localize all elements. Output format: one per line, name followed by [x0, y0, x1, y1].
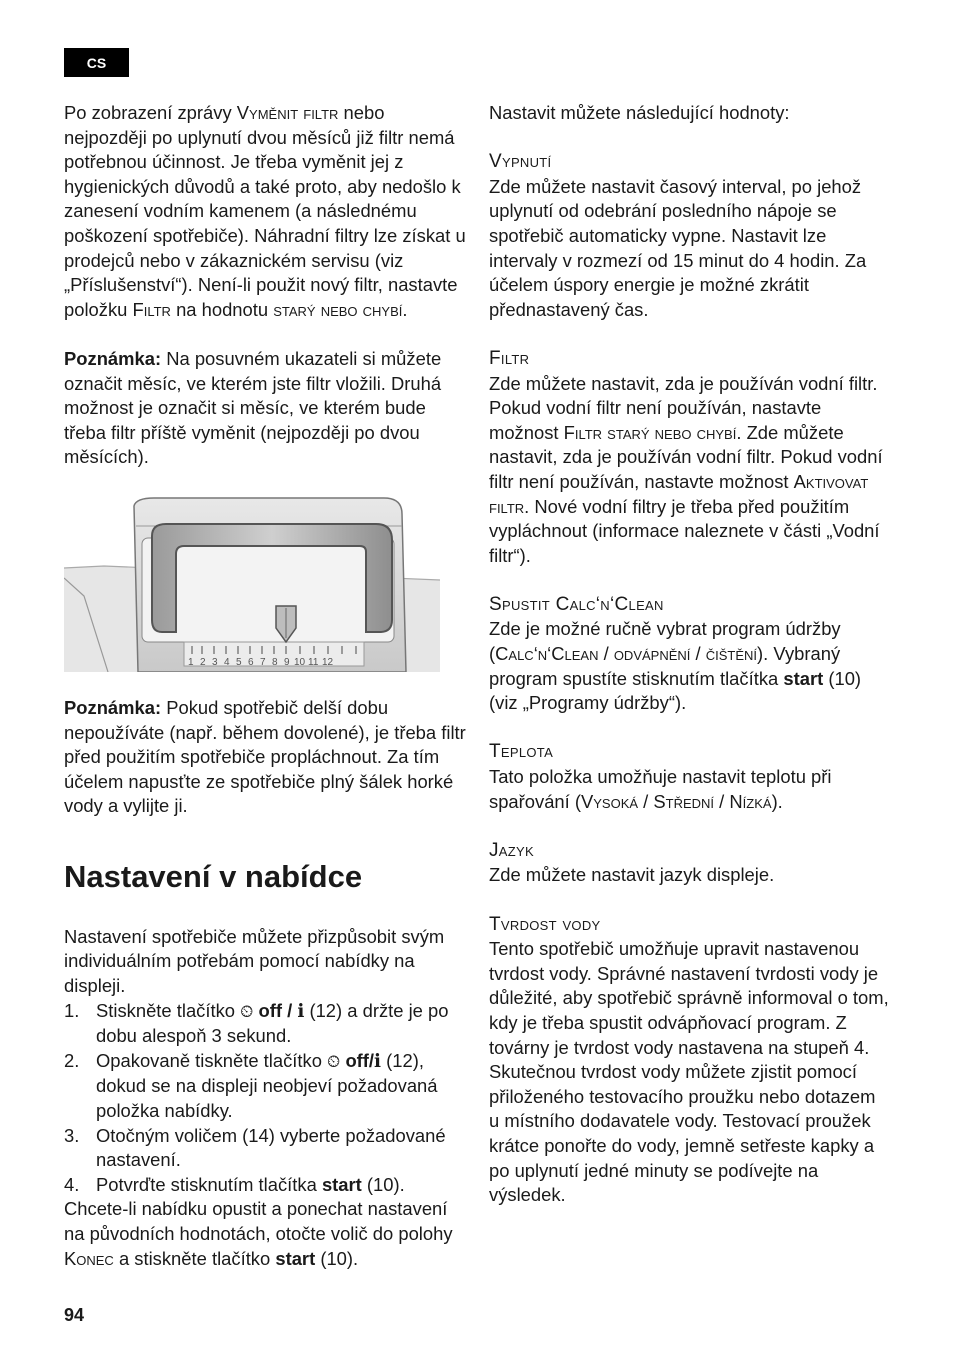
settings-intro: Nastavit můžete následující hodnoty: — [489, 102, 790, 123]
step-item: 3. Otočným voličem (14) vyberte požadované nastavení. — [64, 1124, 446, 1171]
setting-heading-teplota: Teplota — [489, 741, 554, 763]
setting-heading-jazyk: Jazyk — [489, 839, 534, 861]
month-label: 8 — [272, 656, 278, 668]
info-icon: i — [297, 1000, 305, 1022]
month-label: 5 — [236, 656, 242, 668]
setting-heading-filtr: Filtr — [489, 347, 530, 369]
section-title: Nastavení v nabídce — [64, 858, 363, 894]
water-filter-illustration — [64, 496, 440, 672]
month-label: 1 — [188, 656, 194, 668]
month-label: 6 — [248, 656, 254, 668]
month-label: 7 — [260, 656, 266, 668]
month-label: 4 — [224, 656, 230, 668]
timer-icon: ⏲ — [240, 1001, 254, 1021]
timer-icon: ⏲ — [327, 1051, 341, 1071]
filter-replace-paragraph: Po zobrazení zprávy Vyměnit filtr nebo nejpozději po uplynutí dvou měsíců již filtr nemá potřebnou účinnost. Je třeba vyměnit jej z hygienických důvodů a také proto, aby nedošlo k zanesení vodním kamenem (a následnému poškození spotřebiče). Náhradní filtry lze získat u prodejců nebo v zákaznickém servisu (viz „Příslušenství“). Není-li použit nový filtr, nastavte položku Filtr na hodnotu starý nebo chybí. — [64, 102, 466, 320]
menu-exit-paragraph: Chcete-li nabídku opustit a ponechat nastavení na původních hodnotách, otočte volič do polohy Konec a stiskněte tlačítko start (10). — [64, 1198, 453, 1269]
month-label: 3 — [212, 656, 218, 668]
month-label: 12 — [322, 656, 334, 668]
month-label: 10 — [294, 656, 306, 668]
note-label: Poznámka: — [64, 696, 162, 718]
setting-heading-tvrdost: Tvrdost vody — [489, 913, 601, 935]
setting-text-filtr: Zde můžete nastavit, zda je používán vodní filtr. Pokud vodní filtr není používán, nastavte možnost Filtr starý nebo chybí. Zde můžete nastavit, zda je používán vodní filtr. Pokud vodní filtr není používán, nastavte možnost Aktivovat filtr. Nové vodní filtry je třeba před použitím vypláchnout (informace naleznete v části „Vodní filtr“). — [489, 372, 883, 566]
setting-heading-calc: Spustit Calc‘n‘Clean — [489, 593, 664, 615]
setting-heading-vypnuti: Vypnutí — [489, 151, 552, 173]
setting-text-vypnuti: Zde můžete nastavit časový interval, po jehož uplynutí od odebrání posledního nápoje se spotřebič automaticky vypne. Nastavit lze intervaly v rozmezí od 15 minut do 4 hodin. Za účelem úspory energie je možné zkrátit přednastavený čas. — [489, 175, 867, 320]
setting-text-jazyk: Zde můžete nastavit jazyk displeje. — [489, 864, 775, 886]
note-rinse-filter: Poznámka: Pokud spotřebič delší dobu nepoužíváte (např. během dovolené), je třeba filtr před použitím spotřebiče propláchnout. Za tím účelem napusťte ze spotřebiče plný šálek horké vody a vylijte ji. — [64, 696, 466, 817]
month-label: 11 — [308, 656, 319, 668]
step-item: 2. Opakovaně tiskněte tlačítko ⏲ off/i (12), dokud se na displeji neobjeví požadovaná položka nabídky. — [64, 1049, 438, 1122]
month-label: 2 — [200, 656, 206, 668]
info-icon: i — [374, 1050, 382, 1072]
note-month-marker: Poznámka: Na posuvném ukazateli si můžete označit měsíc, ve kterém jste filtr vložili. Druhá možnost je označit si měsíc, ve kterém bude třeba filtr příště vyměnit (nejpozději po dvou měsících). — [64, 347, 442, 468]
step-item: 1. Stiskněte tlačítko ⏲ off / i (12) a držte je po dobu alespoň 3 sekund. — [64, 999, 449, 1047]
menu-intro: Nastavení spotřebiče můžete přizpůsobit svým individuálním potřebám pomocí nabídky na displeji. — [64, 925, 445, 997]
setting-text-calc: Zde je možné ručně vybrat program údržby (Calc‘n‘Clean / odvápnění / čištění). Vybraný program spustíte stisknutím tlačítka start (10) (viz „Programy údržby“). — [489, 618, 862, 714]
menu-steps — [64, 999, 468, 1198]
language-badge: CS — [64, 48, 129, 77]
step-item: 4. Potvrďte stisknutím tlačítka start (10). — [64, 1173, 405, 1195]
page-number: 94 — [64, 1305, 85, 1325]
note-label: Poznámka: — [64, 347, 162, 369]
month-label: 9 — [284, 656, 290, 668]
setting-text-tvrdost: Tento spotřebič umožňuje upravit nastavenou tvrdost vody. Správné nastavení tvrdosti vody je důležité, aby spotřebič správně informoval o tom, kdy je třeba spustit odvápňovací program. Z továrny je tvrdost vody nastavena na stupeň 4. Skutečnou tvrdost vody můžete zjistit pomocí přiloženého testovacího proužku nebo dotazem u místního dodavatele vody. Testovací proužek krátce ponořte do vody, jemně setřeste kapky a po uplynutí jedné minuty se podívejte na výsledek. — [489, 938, 889, 1206]
setting-text-teplota: Tato položka umožňuje nastavit teplotu při spařování (Vysoká / Střední / Nízká). — [489, 766, 832, 812]
right-column — [489, 101, 889, 1208]
left-column — [64, 101, 468, 1271]
